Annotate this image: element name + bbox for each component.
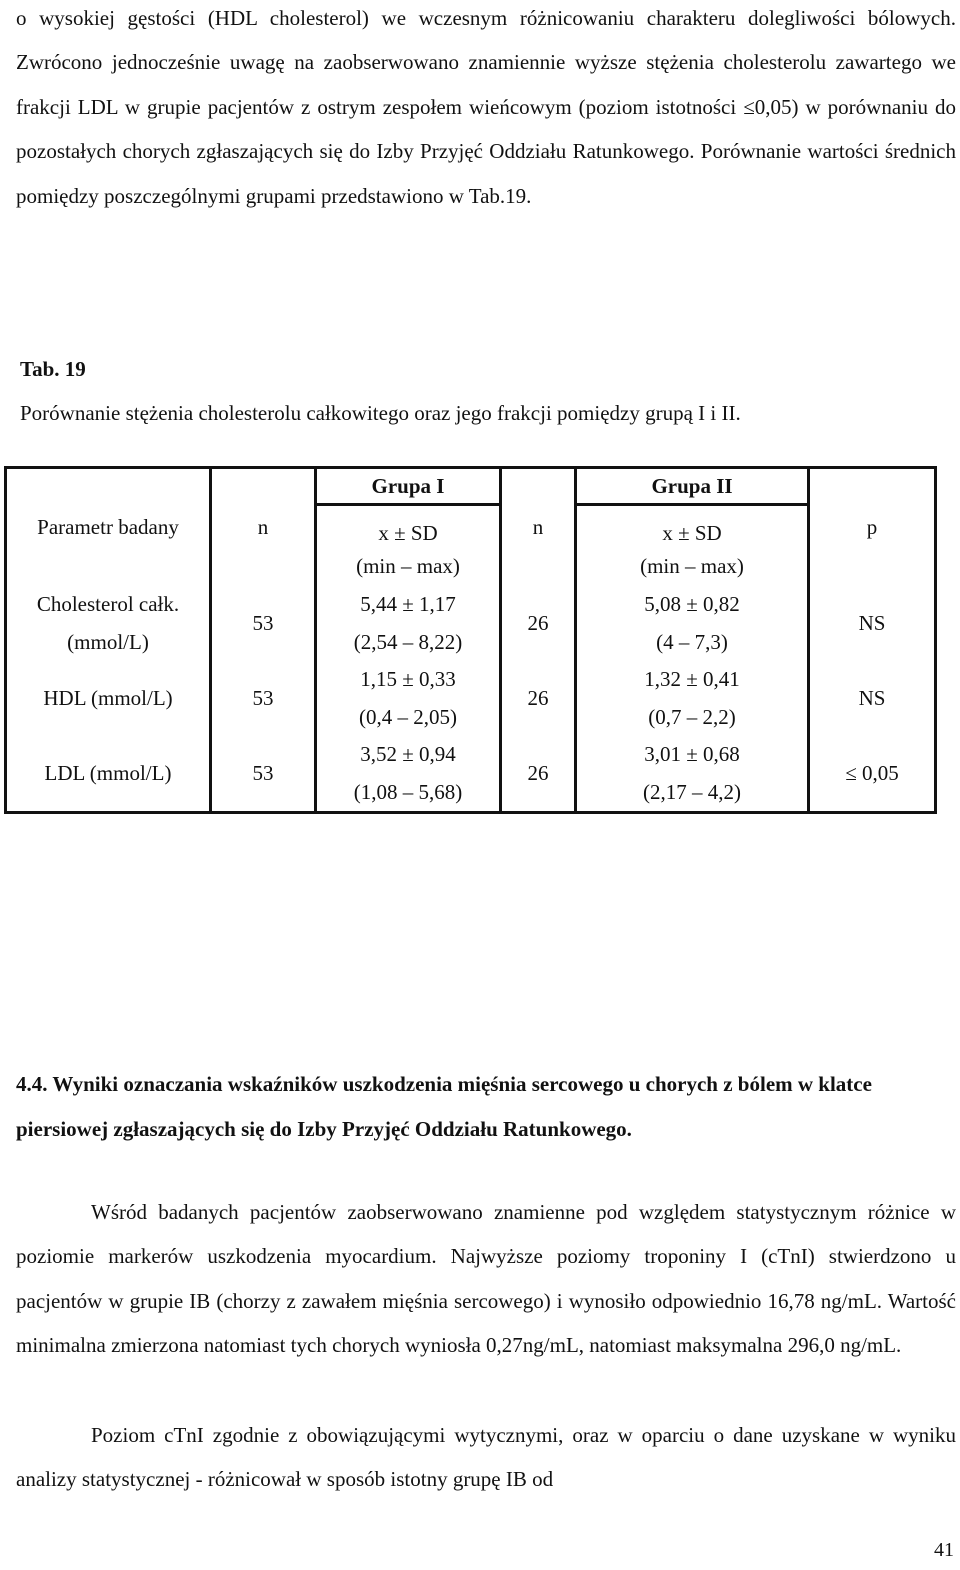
row-param: LDL (mmol/L) xyxy=(6,736,211,813)
page-number: 41 xyxy=(934,1539,954,1561)
header-group2-mean-sd: x ± SD xyxy=(576,505,809,547)
row-n1: 53 xyxy=(211,586,316,661)
header-group1-minmax: (min – max) xyxy=(316,546,501,586)
row-g1-range: (1,08 – 5,68) xyxy=(316,774,501,813)
row-g2-mean: 1,32 ± 0,41 xyxy=(576,661,809,699)
header-p: p xyxy=(809,468,936,587)
table-row xyxy=(6,586,936,624)
row-p: ≤ 0,05 xyxy=(809,736,936,813)
paragraph-intro: o wysokiej gęstości (HDL cholesterol) we wczesnym różnicowaniu charakteru dolegliwości bólowych. Zwrócono jednocześnie uwagę na zaobserwowano znamiennie wyższe stężenia cholesterolu zawartego we frakcji LDL w grupie pacjentów z ostrym zespołem wieńcowym (poziom istotności ≤0,05) w porównaniu do pozostałych chorych zgłaszających się do Izby Przyjęć Oddziału Ratunkowego. Porównanie wartości średnich pomiędzy poszczególnymi grupami przedstawiono w Tab.19. xyxy=(16,6,956,208)
row-g1-mean: 1,15 ± 0,33 xyxy=(316,661,501,699)
row-n2: 26 xyxy=(501,586,576,661)
header-group2-minmax: (min – max) xyxy=(576,546,809,586)
header-group1: Grupa I xyxy=(316,468,501,505)
row-g2-mean: 3,01 ± 0,68 xyxy=(576,736,809,774)
header-n-group1: n xyxy=(211,468,316,587)
header-group1-mean-sd: x ± SD xyxy=(316,505,501,547)
cholesterol-comparison-table xyxy=(4,466,937,814)
row-g2-range: (0,7 – 2,2) xyxy=(576,699,809,737)
row-n2: 26 xyxy=(501,736,576,813)
row-param-line1: Cholesterol całk. xyxy=(6,586,211,624)
table-caption: Porównanie stężenia cholesterolu całkowitego oraz jego frakcji pomiędzy grupą I i II. xyxy=(20,401,741,425)
row-param: HDL (mmol/L) xyxy=(6,661,211,736)
table-label: Tab. 19 xyxy=(20,357,86,381)
row-g2-range: (2,17 – 4,2) xyxy=(576,774,809,813)
row-p: NS xyxy=(809,661,936,736)
paragraph-results: Wśród badanych pacjentów zaobserwowano znamienne pod względem statystycznym różnice w poziomie markerów uszkodzenia myocardium. Najwyższe poziomy troponiny I (cTnI) stwierdzono u pacjentów w grupie IB (chorzy z zawałem mięśnia sercowego) i wynosiło odpowiednio 16,78 ng/mL. Wartość minimalna zmierzona natomiast tych chorych wyniosła 0,27ng/mL, natomiast maksymalna 296,0 ng/mL. xyxy=(16,1200,956,1358)
row-n1: 53 xyxy=(211,661,316,736)
row-n2: 26 xyxy=(501,661,576,736)
row-g2-mean: 5,08 ± 0,82 xyxy=(576,586,809,624)
table-row xyxy=(6,736,936,774)
table-row xyxy=(6,661,936,699)
table-row xyxy=(6,624,936,662)
row-g1-range: (0,4 – 2,05) xyxy=(316,699,501,737)
row-param-line2: (mmol/L) xyxy=(6,624,211,662)
header-param: Parametr badany xyxy=(6,468,211,587)
header-n-group2: n xyxy=(501,468,576,587)
row-g2-range: (4 – 7,3) xyxy=(576,624,809,662)
section-heading: 4.4. Wyniki oznaczania wskaźników uszkodzenia mięśnia sercowego u chorych z bólem w klatce piersiowej zgłaszających się do Izby Przyjęć Oddziału Ratunkowego. xyxy=(16,1072,872,1141)
row-g1-mean: 3,52 ± 0,94 xyxy=(316,736,501,774)
row-g1-mean: 5,44 ± 1,17 xyxy=(316,586,501,624)
row-n1: 53 xyxy=(211,736,316,813)
paragraph-ctni: Poziom cTnI zgodnie z obowiązującymi wytycznymi, oraz w oparciu o dane uzyskane w wyniku analizy statystycznej - różnicował w sposób istotny grupę IB od xyxy=(16,1423,956,1492)
header-group2: Grupa II xyxy=(576,468,809,505)
row-p: NS xyxy=(809,586,936,661)
table-header-row xyxy=(6,468,936,505)
row-g1-range: (2,54 – 8,22) xyxy=(316,624,501,662)
